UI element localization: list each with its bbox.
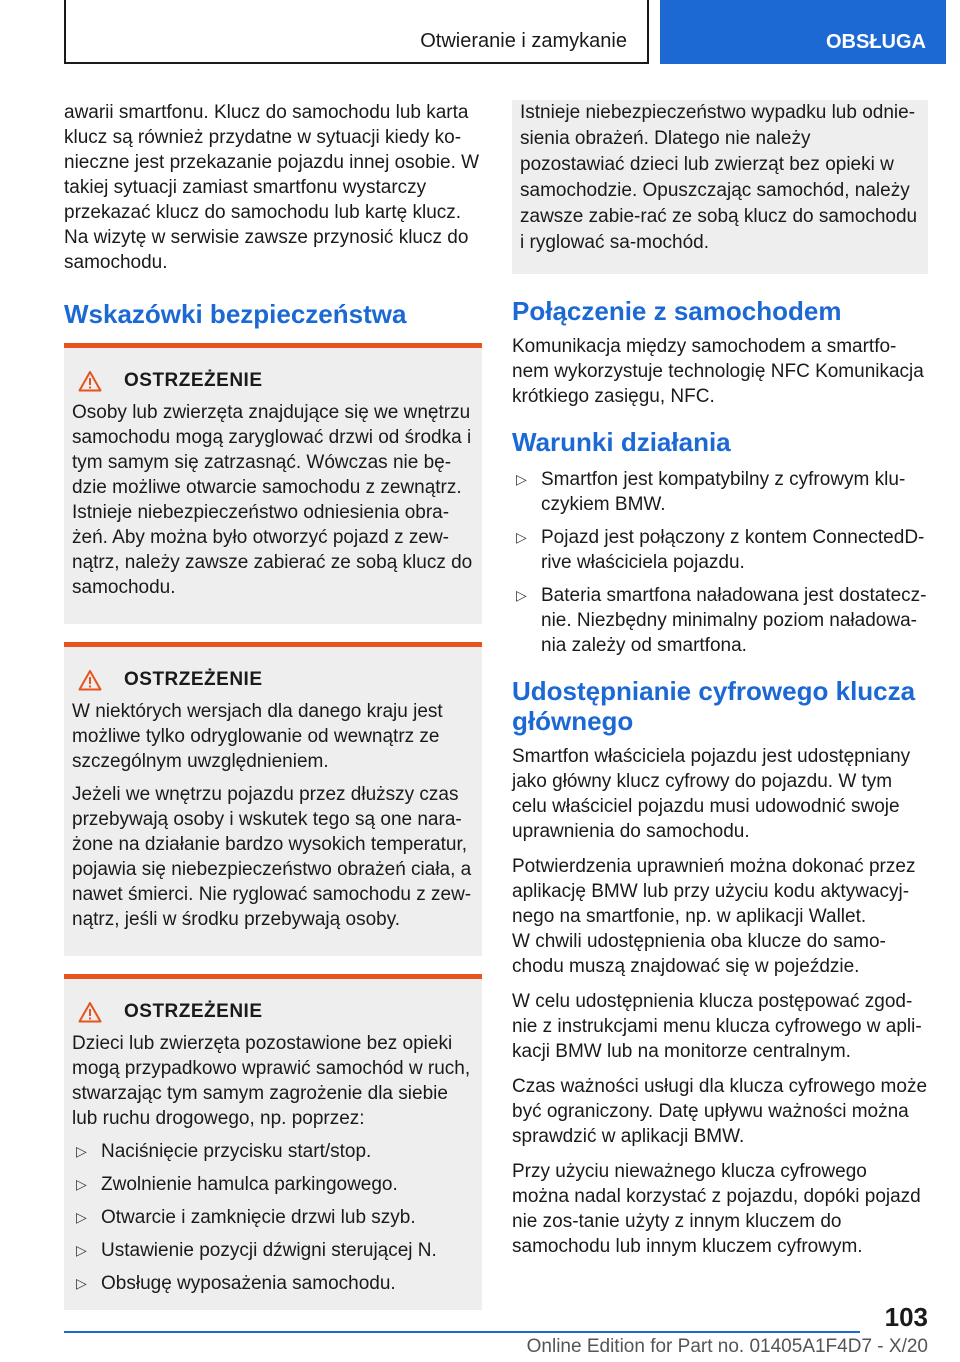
bullet-triangle-icon: ▷ <box>516 471 527 487</box>
warning-triangle-icon <box>78 1001 102 1023</box>
section-title: Otwieranie i zamykanie <box>420 30 627 52</box>
warning-box-2 <box>64 642 482 956</box>
safety-heading: Wskazówki bezpieczeństwa <box>64 299 407 329</box>
warning-list <box>72 1139 474 1296</box>
warning-title <box>72 669 474 691</box>
connection-heading: Połączenie z samochodem <box>512 296 842 326</box>
list-item: ▷ Obsługę wyposażenia samochodu. <box>76 1273 396 1294</box>
header-section-box <box>64 0 649 64</box>
edition-footer: Online Edition for Part no. 01405A1F4D7 - X/20 <box>526 1336 928 1357</box>
list-item: ▷ Otwarcie i zamknięcie drzwi lub szyb. <box>76 1207 416 1228</box>
conditions-list <box>512 467 928 658</box>
warning-triangle-icon <box>78 669 102 691</box>
intro-paragraph: awarii smartfonu. Klucz do samochodu lub karta klucz są również przydatne w sytuacji kiedy ko‐nieczne jest przekazanie pojazdu innej osobie. W takiej sytuacji zamiast smartfonu wystarczy przekazać klucz do samochodu lub kartę klucz. Na wizytę w serwisie zawsze przynosić klucz do samochodu. <box>64 102 480 273</box>
warning-text: Dzieci lub zwierzęta pozostawione bez opieki mogą przypadkowo wprawić samochód w ruch, stwarzając tym samym zagrożenie dla siebie lub ruchu drogowego, np. poprzez: <box>72 1033 471 1129</box>
warning-text: Jeżeli we wnętrzu pojazdu przez dłuższy czas przebywają osoby i wskutek tego są one nara‐żone na działanie bardzo wysokich temperatur, pojawia się niebezpieczeństwo obrażeń ciała, a nawet śmierci. Nie ryglować samochodu z zew‐nątrz, jeśli w środku przebywają osoby. <box>72 784 472 930</box>
list-item: ▷ Smartfon jest kompatybilny z cyfrowym klu‐czykiem BMW. <box>516 469 906 515</box>
left-column <box>64 100 482 1310</box>
list-item: ▷ Naciśnięcie przycisku start/stop. <box>76 1141 372 1162</box>
sharing-paragraph: Smartfon właściciela pojazdu jest udostępniany jako główny klucz cyfrowy do pojazdu. W tym celu właściciel pojazdu musi udowodnić swoje uprawnienia do samochodu. <box>512 746 911 842</box>
bullet-triangle-icon: ▷ <box>76 1242 87 1258</box>
footer-divider <box>64 1331 860 1333</box>
connection-paragraph: Komunikacja między samochodem a smartfo‐nem wykorzystuje technologię NFC Komunikacja krótkiego zasięgu, NFC. <box>512 336 924 407</box>
warning-text: W niektórych wersjach dla danego kraju jest możliwe tylko odryglowanie od wewnątrz ze szczególnym uwzględnieniem. <box>72 701 443 772</box>
warning-label: OSTRZEŻENIE <box>124 1001 263 1022</box>
warning-label: OSTRZEŻENIE <box>124 669 263 690</box>
sharing-paragraph: Czas ważności usługi dla klucza cyfrowego może być ograniczony. Datę upływu ważności można sprawdzić w aplikacji BMW. <box>512 1076 928 1147</box>
sharing-paragraph: W chwili udostępnienia oba klucze do samo‐chodu muszą znajdować się w pojeździe. <box>512 931 886 977</box>
page-number: 103 <box>884 1302 928 1332</box>
right-column <box>512 102 928 1269</box>
sharing-paragraph: Potwierdzenia uprawnień można dokonać przez aplikację BMW lub przy użyciu kodu aktywacyj‐nego na smartfonie, np. w aplikacji Wallet. <box>512 856 916 927</box>
list-item: ▷ Pojazd jest połączony z kontem ConnectedD‐rive właściciela pojazdu. <box>516 527 925 573</box>
warning-triangle-icon <box>78 370 102 392</box>
bullet-triangle-icon: ▷ <box>516 529 527 545</box>
warning-title <box>72 370 474 392</box>
sharing-paragraph: W celu udostępnienia klucza postępować zgod‐nie z instrukcjami menu klucza cyfrowego w apli‐kacji BMW lub na monitorze centralnym. <box>512 991 922 1062</box>
bullet-triangle-icon: ▷ <box>516 587 527 603</box>
bullet-triangle-icon: ▷ <box>76 1143 87 1159</box>
bullet-triangle-icon: ▷ <box>76 1275 87 1291</box>
warning-title <box>72 1001 474 1023</box>
list-item: ▷ Zwolnienie hamulca parkingowego. <box>76 1174 398 1195</box>
bullet-triangle-icon: ▷ <box>76 1176 87 1192</box>
sharing-paragraph: Przy użyciu nieważnego klucza cyfrowego można nadal korzystać z pojazdu, dopóki pojazd nie zos‐tanie użyty z innym kluczem do samochodu lub innym kluczem cyfrowym. <box>512 1161 921 1257</box>
warning-continuation-text: Istnieje niebezpieczeństwo wypadku lub odnie‐sienia obrażeń. Dlatego nie należy pozostawiać dzieci lub zwierząt bez opieki w samochodzie. Opuszczając samochód, należy zawsze zabie‐rać ze sobą klucz do samochodu i ryglować sa‐mochód. <box>520 102 918 253</box>
list-item: ▷ Bateria smartfona naładowana jest dostatecz‐nie. Niezbędny minimalny poziom naładowa‐nia zależy od smartfona. <box>516 585 927 656</box>
sharing-heading: Udostępnianie cyfrowego klucza głównego <box>512 676 916 736</box>
conditions-heading: Warunki działania <box>512 427 731 457</box>
bullet-triangle-icon: ▷ <box>76 1209 87 1225</box>
chapter-tab[interactable]: OBSŁUGA <box>660 0 946 64</box>
warning-label: OSTRZEŻENIE <box>124 370 263 391</box>
warning-box-1 <box>64 343 482 624</box>
warning-continuation-box <box>512 100 928 274</box>
warning-text: Osoby lub zwierzęta znajdujące się we wnętrzu samochodu mogą zaryglować drzwi od środka i tym samym się zatrzasnąć. Wówczas nie bę‐dzie możliwe otwarcie samochodu z zewnątrz. Istnieje niebezpieczeństwo odniesienia obra‐żeń. Aby można było otworzyć pojazd z zew‐nątrz, należy zawsze zabierać ze sobą klucz do samochodu. <box>72 402 473 598</box>
list-item: ▷ Ustawienie pozycji dźwigni sterującej N. <box>76 1240 437 1261</box>
warning-box-3 <box>64 974 482 1310</box>
